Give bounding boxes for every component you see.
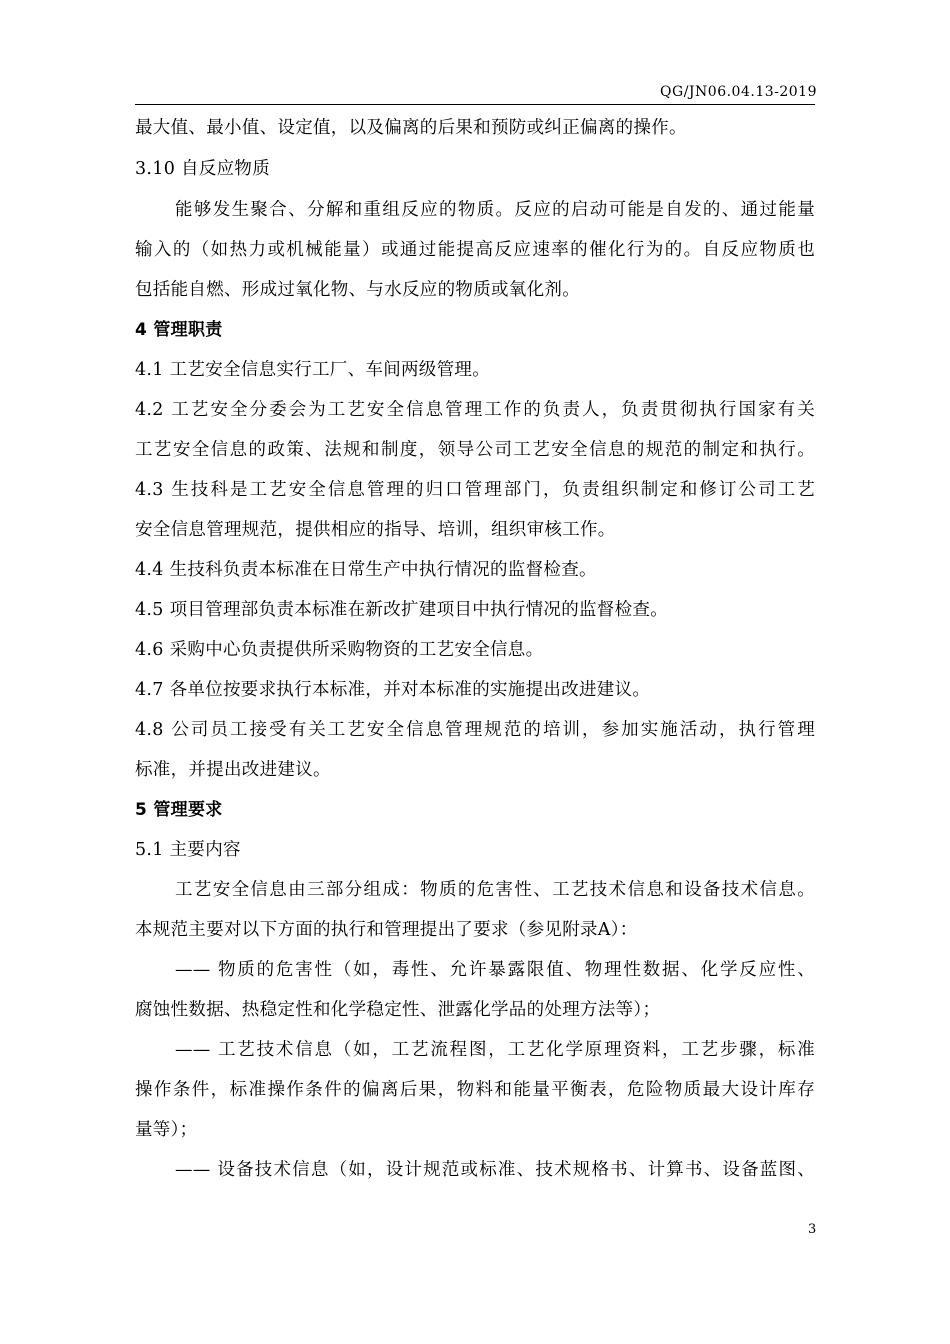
list-item-dash: —— 物质的危害性（如，毒性、允许暴露限值、物理性数据、化学反应性、 — [175, 960, 815, 980]
clause-5-1: 5.1 主要内容 — [135, 840, 241, 860]
text-line: 工艺安全信息由三部分组成：物质的危害性、工艺技术信息和设备技术信息。 — [175, 880, 815, 900]
clause-4-5: 4.5 项目管理部负责本标准在新改扩建项目中执行情况的监督检查。 — [135, 600, 668, 620]
clause-4-2: 4.2 工艺安全分委会为工艺安全信息管理工作的负责人，负责贯彻执行国家有关 — [135, 400, 815, 420]
clause-4-1: 4.1 工艺安全信息实行工厂、车间两级管理。 — [135, 360, 490, 380]
text-line: 腐蚀性数据、热稳定性和化学稳定性、泄露化学品的处理方法等）； — [135, 1000, 661, 1020]
list-item-dash: —— 工艺技术信息（如，工艺流程图，工艺化学原理资料，工艺步骤，标准 — [175, 1040, 815, 1060]
text-line: 操作条件，标准操作条件的偏离后果，物料和能量平衡表，危险物质最大设计库存 — [135, 1080, 815, 1100]
clause-4-3: 4.3 生技科是工艺安全信息管理的归口管理部门，负责组织制定和修订公司工艺 — [135, 480, 815, 500]
clause-4-7: 4.7 各单位按要求执行本标准，并对本标准的实施提出改进建议。 — [135, 680, 651, 700]
text-line: 包括能自燃、形成过氧化物、与水反应的物质或氧化剂。 — [135, 280, 580, 300]
text-line: 能够发生聚合、分解和重组反应的物质。反应的启动可能是自发的、通过能量 — [175, 200, 815, 220]
text-line: 本规范主要对以下方面的执行和管理提出了要求（参见附录A）： — [135, 920, 638, 940]
section-heading-4: 4 管理职责 — [135, 320, 223, 340]
header-rule — [135, 104, 815, 105]
page-number: 3 — [808, 1222, 817, 1237]
clause-4-8: 4.8 公司员工接受有关工艺安全信息管理规范的培训，参加实施活动，执行管理 — [135, 720, 815, 740]
text-line: 工艺安全信息的政策、法规和制度，领导公司工艺安全信息的规范的制定和执行。 — [135, 440, 815, 460]
text-line: 量等）； — [135, 1120, 198, 1140]
clause-4-4: 4.4 生技科负责本标准在日常生产中执行情况的监督检查。 — [135, 560, 597, 580]
text-line: 安全信息管理规范，提供相应的指导、培训，组织审核工作。 — [135, 520, 616, 540]
clause-3-10: 3.10 自反应物质 — [135, 159, 271, 179]
list-item-dash: —— 设备技术信息（如，设计规范或标准、技术规格书、计算书、设备蓝图、 — [175, 1160, 815, 1180]
clause-4-6: 4.6 采购中心负责提供所采购物资的工艺安全信息。 — [135, 640, 544, 660]
section-heading-5: 5 管理要求 — [135, 800, 223, 820]
text-line: 输入的（如热力或机械能量）或通过能提高反应速率的催化行为的。自反应物质也 — [135, 240, 815, 260]
text-line: 最大值、最小值、设定值，以及偏离的后果和预防或纠正偏离的操作。 — [135, 118, 687, 138]
text-line: 标准，并提出改进建议。 — [135, 760, 331, 780]
header-doc-code: QG/JN06.04.13-2019 — [660, 84, 817, 100]
